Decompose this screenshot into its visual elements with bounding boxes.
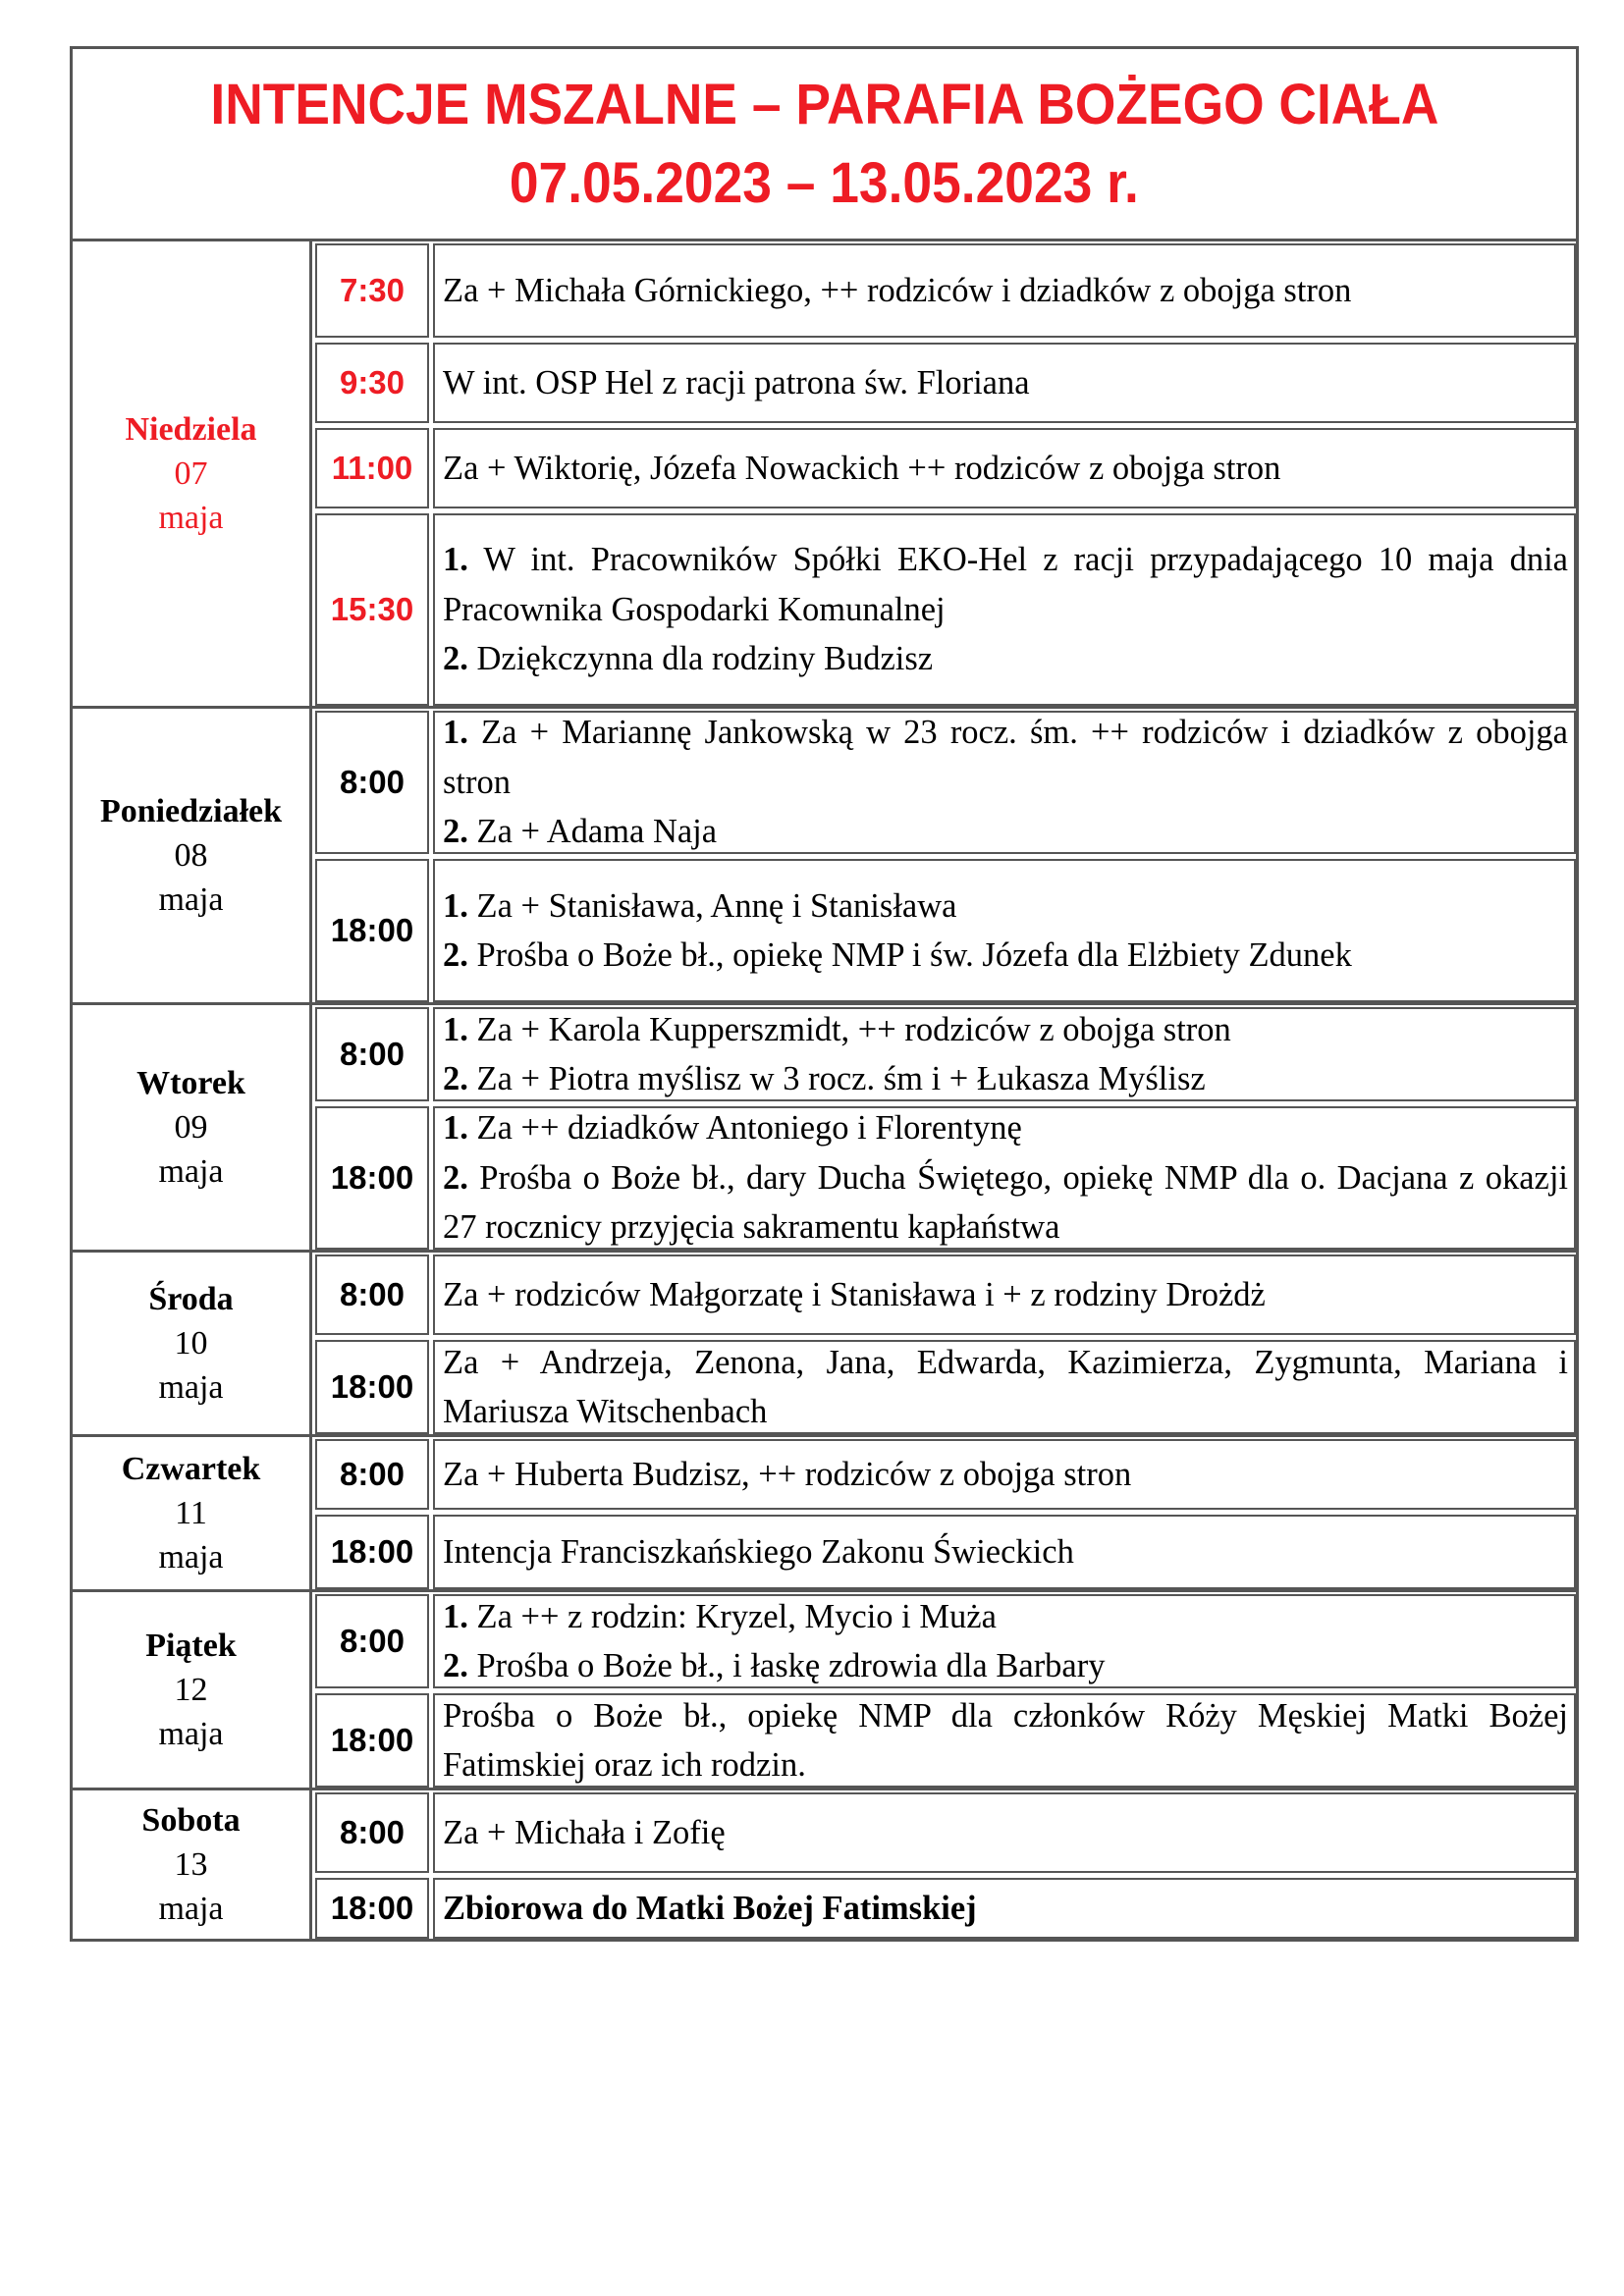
day-name: Niedziela: [125, 411, 257, 448]
day-label: [73, 709, 312, 1002]
intention-number: 2.: [443, 813, 468, 851]
day-block: [73, 241, 1576, 709]
day-name: Poniedziałek: [99, 793, 283, 829]
day-number: 13: [174, 1846, 208, 1883]
mass-time: 18:00: [315, 1693, 429, 1788]
day-number: 10: [174, 1325, 208, 1362]
mass-row: [315, 1106, 1576, 1250]
intention-text: Za + Adama Naja: [467, 813, 718, 851]
intention-line: [443, 708, 1568, 807]
intention-line: Zbiorowa do Matki Bożej Fatimskiej: [443, 1889, 977, 1927]
day-month: maja: [158, 1716, 224, 1752]
intention-line: W int. OSP Hel z racji patrona św. Floriana: [443, 363, 1030, 401]
document-header: [73, 49, 1576, 241]
mass-list: [312, 1253, 1576, 1434]
mass-time: 18:00: [315, 1878, 429, 1939]
intention-line: [443, 1005, 1568, 1055]
day-block: [73, 1253, 1576, 1437]
intention-line: [443, 535, 1568, 634]
intention-text: W int. Pracowników Spółki EKO-Hel z racji przypadającego 10 maja dnia Pracownika Gospodarki Komunalnej: [443, 541, 1568, 628]
mass-time: 8:00: [315, 1594, 429, 1688]
intention-line: [443, 1103, 1568, 1153]
intention-line: Prośba o Boże bł., opiekę NMP dla członków Róży Męskiej Matki Bożej Fatimskiej oraz ich rodzin.: [443, 1696, 1568, 1784]
mass-time: 18:00: [315, 1340, 429, 1434]
mass-time: 18:00: [315, 1106, 429, 1250]
intention-number: 2.: [443, 936, 468, 974]
schedule-table: [73, 241, 1576, 1939]
intention-line: [443, 634, 1568, 684]
mass-intention: [433, 1792, 1576, 1873]
intention-line: Za + rodziców Małgorzatę i Stanisława i + z rodziny Drożdż: [443, 1275, 1266, 1313]
mass-time: 18:00: [315, 1515, 429, 1589]
mass-list: [312, 1005, 1576, 1250]
intention-number: 1.: [443, 714, 468, 752]
day-label: [73, 1253, 312, 1434]
mass-row: [315, 513, 1576, 706]
mass-row: [315, 428, 1576, 508]
intention-number: 2.: [443, 1060, 468, 1097]
mass-row: [315, 243, 1576, 338]
intention-line: [443, 1592, 1568, 1642]
day-number: 09: [174, 1109, 208, 1146]
date-range: 07.05.2023 – 13.05.2023 r.: [510, 150, 1139, 215]
day-block: [73, 1592, 1576, 1790]
intention-line: Za + Andrzeja, Zenona, Jana, Edwarda, Kazimierza, Zygmunta, Mariana i Mariusza Witschenbach: [443, 1343, 1568, 1430]
day-name: Piątek: [145, 1628, 237, 1664]
intention-number: 1.: [443, 1010, 468, 1048]
mass-intention: [433, 1515, 1576, 1589]
mass-time: 8:00: [315, 1255, 429, 1335]
intention-number: 1.: [443, 886, 468, 925]
day-block: [73, 709, 1576, 1005]
intention-text: Za + Stanisława, Annę i Stanisława: [467, 886, 957, 925]
day-month: maja: [158, 881, 224, 918]
intention-line: [443, 807, 1568, 857]
day-name: Sobota: [141, 1802, 241, 1839]
intention-number: 1.: [443, 1597, 468, 1635]
mass-time: 8:00: [315, 711, 429, 854]
mass-intention: [433, 711, 1576, 854]
day-label: [73, 1790, 312, 1939]
day-label: [73, 1592, 312, 1788]
mass-row: [315, 1255, 1576, 1335]
day-label: [73, 1005, 312, 1250]
intention-text: Za + Karola Kupperszmidt, ++ rodziców z obojga stron: [467, 1010, 1231, 1048]
day-month: maja: [158, 500, 224, 536]
mass-time: 15:30: [315, 513, 429, 706]
mass-list: [312, 1790, 1576, 1939]
mass-intention: [433, 1106, 1576, 1250]
day-block: [73, 1437, 1576, 1592]
mass-intention: [433, 1693, 1576, 1788]
intention-text: Prośba o Boże bł., i łaskę zdrowia dla Barbary: [467, 1647, 1106, 1684]
mass-intention: [433, 1439, 1576, 1510]
intention-text: Za ++ dziadków Antoniego i Florentynę: [467, 1109, 1022, 1148]
intention-line: [443, 1641, 1568, 1691]
mass-row: [315, 1878, 1576, 1939]
mass-intention: [433, 1340, 1576, 1434]
intention-number: 2.: [443, 640, 468, 678]
day-number: 12: [174, 1672, 208, 1708]
day-name: Czwartek: [121, 1451, 261, 1487]
intention-number: 2.: [443, 1158, 468, 1197]
day-month: maja: [158, 1369, 224, 1406]
day-name: Środa: [148, 1281, 234, 1317]
mass-intention: [433, 1878, 1576, 1939]
mass-row: [315, 1792, 1576, 1873]
day-block: [73, 1005, 1576, 1253]
intention-number: 2.: [443, 1647, 468, 1684]
mass-intention: [433, 343, 1576, 423]
intention-number: 1.: [443, 1109, 468, 1148]
mass-intentions-document: [70, 46, 1579, 1942]
day-number: 08: [174, 837, 208, 874]
day-name: Wtorek: [136, 1065, 245, 1101]
mass-time: 18:00: [315, 859, 429, 1002]
mass-list: [312, 241, 1576, 706]
day-month: maja: [158, 1539, 224, 1575]
mass-row: [315, 1515, 1576, 1589]
day-month: maja: [158, 1891, 224, 1927]
mass-list: [312, 709, 1576, 1002]
intention-line: Za + Wiktorię, Józefa Nowackich ++ rodziców z obojga stron: [443, 449, 1281, 487]
intention-number: 1.: [443, 541, 468, 579]
intention-line: Za + Huberta Budzisz, ++ rodziców z obojga stron: [443, 1455, 1132, 1493]
day-label: [73, 241, 312, 706]
day-number: 07: [174, 455, 208, 492]
day-label: [73, 1437, 312, 1589]
intention-text: Za + Mariannę Jankowską w 23 rocz. śm. ++ rodziców i dziadków z obojga stron: [443, 714, 1568, 801]
intention-line: [443, 931, 1568, 981]
mass-list: [312, 1437, 1576, 1589]
mass-time: 11:00: [315, 428, 429, 508]
intention-line: [443, 1054, 1568, 1104]
mass-row: [315, 1594, 1576, 1688]
mass-row: [315, 859, 1576, 1002]
intention-line: [443, 1153, 1568, 1253]
mass-list: [312, 1592, 1576, 1788]
intention-text: Prośba o Boże bł., opiekę NMP i św. Józefa dla Elżbiety Zdunek: [467, 936, 1352, 974]
mass-row: [315, 343, 1576, 423]
intention-text: Za + Piotra myślisz w 3 rocz. śm i + Łukasza Myślisz: [467, 1060, 1206, 1097]
mass-row: [315, 1340, 1576, 1434]
intention-text: Dziękczynna dla rodziny Budzisz: [467, 640, 934, 678]
mass-time: 8:00: [315, 1007, 429, 1101]
intention-line: Za + Michała i Zofię: [443, 1813, 726, 1851]
mass-time: 8:00: [315, 1439, 429, 1510]
intention-text: Prośba o Boże bł., dary Ducha Świętego, opiekę NMP dla o. Dacjana z okazji 27 rocznicy przyjęcia sakramentu kapłaństwa: [443, 1158, 1568, 1247]
mass-intention: [433, 859, 1576, 1002]
mass-row: [315, 1439, 1576, 1510]
mass-row: [315, 1693, 1576, 1788]
mass-intention: [433, 243, 1576, 338]
mass-intention: [433, 1255, 1576, 1335]
mass-intention: [433, 428, 1576, 508]
mass-row: [315, 1007, 1576, 1101]
mass-row: [315, 711, 1576, 854]
intention-text: Za ++ z rodzin: Kryzel, Mycio i Muża: [467, 1597, 997, 1635]
day-number: 11: [175, 1495, 207, 1531]
intention-line: Intencja Franciszkańskiego Zakonu Świeckich: [443, 1532, 1074, 1571]
mass-time: 8:00: [315, 1792, 429, 1873]
day-block: [73, 1790, 1576, 1939]
mass-intention: [433, 1594, 1576, 1688]
intention-line: [443, 881, 1568, 932]
mass-intention: [433, 1007, 1576, 1101]
day-month: maja: [158, 1153, 224, 1190]
intention-line: Za + Michała Górnickiego, ++ rodziców i dziadków z obojga stron: [443, 271, 1352, 309]
page-title: INTENCJE MSZALNE – PARAFIA BOŻEGO CIAŁA: [209, 72, 1439, 136]
mass-intention: [433, 513, 1576, 706]
mass-time: 9:30: [315, 343, 429, 423]
mass-time: 7:30: [315, 243, 429, 338]
